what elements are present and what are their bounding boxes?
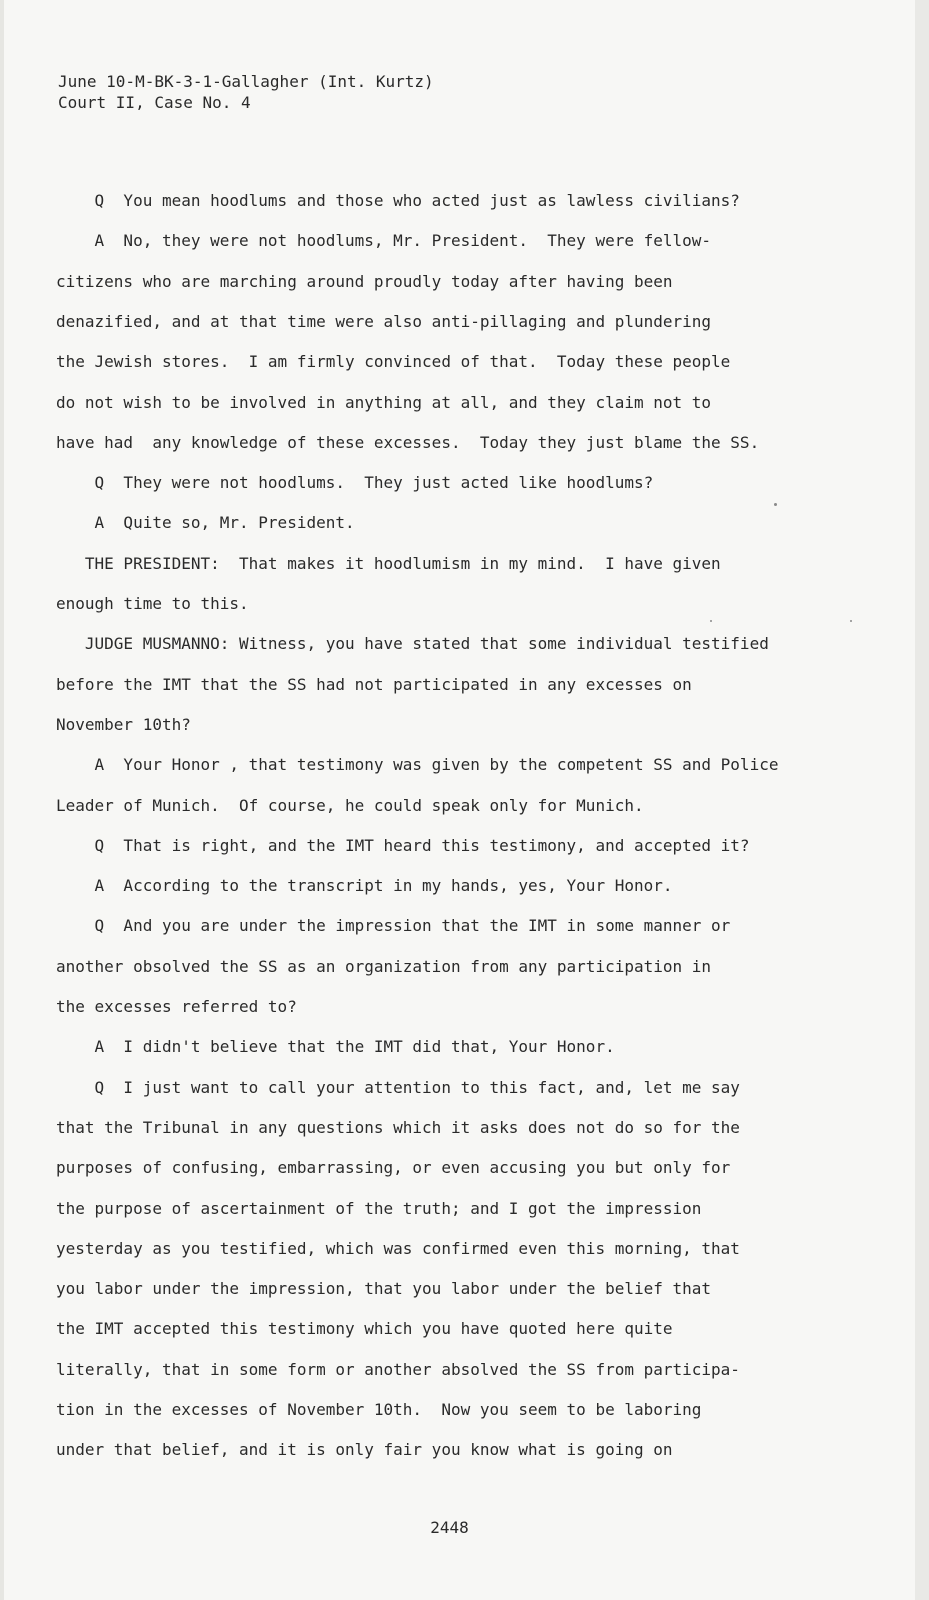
paper-speck — [710, 620, 712, 622]
transcript-line: purposes of confusing, embarrassing, or even accusing you but only for — [56, 1158, 731, 1178]
transcript-line: Q You mean hoodlums and those who acted just as lawless civilians? — [56, 191, 740, 210]
transcript-line: yesterday as you testified, which was confirmed even this morning, that — [56, 1238, 740, 1258]
transcript-line: Q And you are under the impression that the IMT in some manner or — [56, 916, 731, 936]
document-header — [58, 71, 434, 113]
paper-speck — [850, 620, 852, 622]
transcript-line: A No, they were not hoodlums, Mr. President. They were fellow- — [56, 231, 712, 251]
transcript-line: A Quite so, Mr. President. — [56, 513, 355, 533]
transcript-line: citizens who are marching around proudly today after having been — [56, 271, 673, 291]
transcript-line: have had any knowledge of these excesses. Today they just blame the SS. — [56, 432, 760, 452]
transcript-line: the Jewish stores. I am firmly convinced of that. Today these people — [56, 352, 731, 372]
transcript-line: you labor under the impression, that you labor under the belief that — [56, 1279, 712, 1299]
transcript-line: denazified, and at that time were also anti-pillaging and plundering — [56, 311, 712, 331]
transcript-line: tion in the excesses of November 10th. Now you seem to be laboring — [56, 1400, 702, 1419]
transcript-line: before the IMT that the SS had not participated in any excesses on — [56, 674, 692, 694]
transcript-line: A I didn't believe that the IMT did that, Your Honor. — [56, 1037, 615, 1057]
transcript-line: Q They were not hoodlums. They just acted like hoodlums? — [56, 473, 654, 493]
page-number: 2448 — [430, 1518, 469, 1537]
transcript-line: the IMT accepted this testimony which you have quoted here quite — [56, 1319, 673, 1339]
transcript-line: the excesses referred to? — [56, 997, 297, 1016]
transcript-line: another obsolved the SS as an organization from any participation in — [56, 956, 712, 976]
header-line-2: Court II, Case No. 4 — [58, 93, 251, 112]
transcript-line: Leader of Munich. Of course, he could speak only for Munich. — [56, 795, 644, 815]
paper-speck — [774, 503, 777, 506]
transcript-line: literally, that in some form or another absolved the SS from participa- — [56, 1359, 740, 1379]
transcript-line: JUDGE MUSMANNO: Witness, you have stated that some individual testified — [56, 634, 769, 654]
transcript-line: the purpose of ascertainment of the truth; and I got the impression — [56, 1198, 702, 1218]
transcript-line: Q I just want to call your attention to this fact, and, let me say — [56, 1077, 740, 1097]
transcript-line: under that belief, and it is only fair you know what is going on — [56, 1440, 673, 1460]
transcript-line: A Your Honor , that testimony was given by the competent SS and Police — [56, 755, 779, 775]
transcript-line: Q That is right, and the IMT heard this testimony, and accepted it? — [56, 835, 750, 855]
header-line-1: June 10-M-BK-3-1-Gallagher (Int. Kurtz) — [58, 72, 434, 91]
transcript-line: THE PRESIDENT: That makes it hoodlumism in my mind. I have given — [56, 553, 721, 573]
transcript-line: do not wish to be involved in anything at all, and they claim not to — [56, 392, 712, 412]
transcript-line: A According to the transcript in my hands, yes, Your Honor. — [56, 876, 673, 896]
transcript-line: that the Tribunal in any questions which it asks does not do so for the — [56, 1117, 740, 1137]
transcript-line: November 10th? — [56, 714, 191, 734]
transcript-line: enough time to this. — [56, 594, 249, 613]
